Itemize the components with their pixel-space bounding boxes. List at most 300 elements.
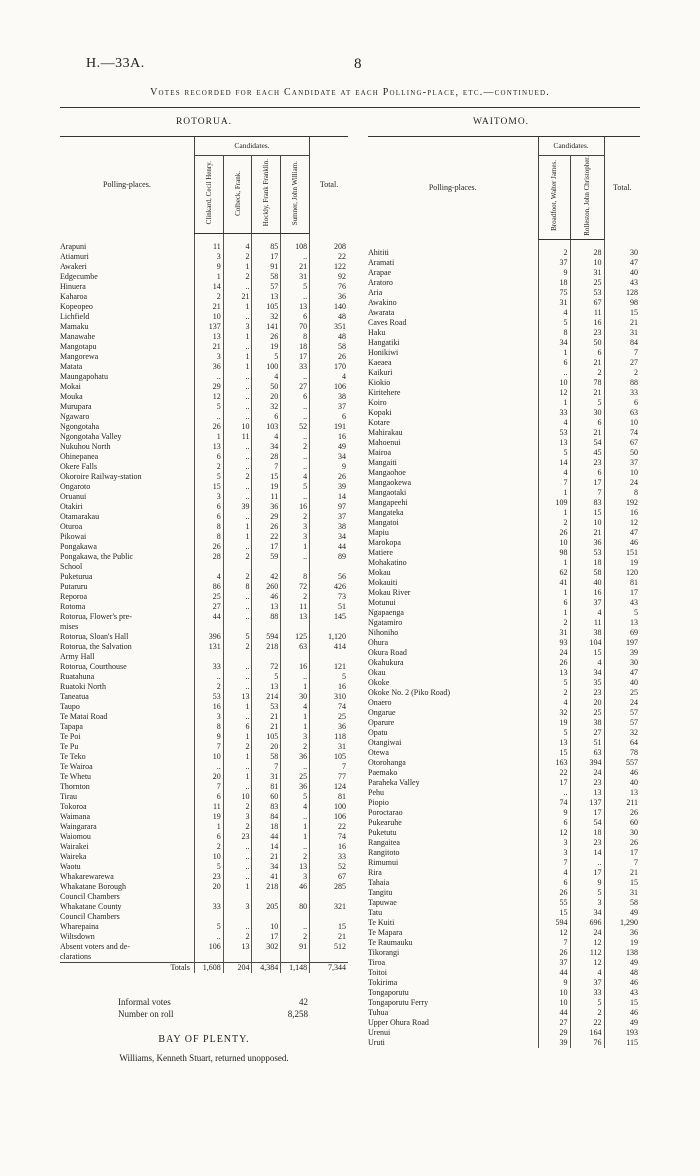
table-row [368, 318, 640, 328]
votes-cell: 108 [281, 242, 310, 252]
total-cell: 138 [604, 948, 640, 958]
votes-cell: 11 [281, 602, 310, 612]
votes-cell: 104 [570, 638, 604, 648]
votes-cell: 3 [223, 812, 252, 822]
votes-cell: .. [223, 412, 252, 422]
polling-place-name: Mangaokewa [368, 477, 412, 487]
votes-cell: 2 [281, 592, 310, 602]
votes-cell: 3 [281, 732, 310, 742]
votes-cell: .. [223, 312, 252, 322]
votes-cell: 1 [538, 508, 570, 518]
votes-cell: 10 [538, 998, 570, 1008]
polling-place-name: Okoke No. 2 (Piko Road) [368, 687, 450, 697]
table-row [368, 1018, 640, 1028]
votes-cell: 2 [223, 272, 252, 282]
votes-cell: 3 [194, 252, 223, 262]
votes-cell: 11 [252, 492, 281, 502]
polling-place-name: Piopio [368, 797, 389, 807]
polling-place-name: Kaikuri [368, 367, 393, 377]
votes-cell: .. [194, 762, 223, 772]
table-row [368, 478, 640, 488]
votes-cell [281, 622, 310, 632]
votes-cell [194, 952, 223, 963]
table-row [60, 422, 348, 432]
table-row [368, 698, 640, 708]
total-cell: 115 [604, 1038, 640, 1048]
polling-place-name: Te Mapara [368, 927, 403, 937]
votes-cell: 218 [252, 642, 281, 652]
votes-cell: 205 [252, 902, 281, 912]
polling-place-name: Lichfield [60, 312, 90, 321]
votes-cell: 696 [570, 918, 604, 928]
votes-cell: .. [223, 542, 252, 552]
votes-cell: 1 [281, 832, 310, 842]
table-row [368, 258, 640, 268]
votes-cell: 4 [194, 572, 223, 582]
votes-cell: .. [281, 672, 310, 682]
polling-place-name: Thornton [60, 782, 90, 791]
polling-place-name: Okau [368, 667, 386, 677]
table-row [368, 348, 640, 358]
total-cell: 34 [310, 532, 348, 542]
table-row [368, 438, 640, 448]
total-cell: 2 [604, 368, 640, 378]
table-row [60, 542, 348, 552]
votes-cell: 52 [281, 422, 310, 432]
total-cell [310, 952, 348, 963]
table-row [60, 322, 348, 332]
votes-cell: 2 [194, 292, 223, 302]
polling-place-name: Rotoma [60, 602, 86, 611]
votes-cell: .. [194, 672, 223, 682]
table-row [60, 582, 348, 592]
votes-cell: 30 [281, 692, 310, 702]
votes-cell: 53 [570, 548, 604, 558]
votes-cell: 54 [570, 438, 604, 448]
candidate-header: Hockly, Frank Franklin. [252, 156, 281, 234]
votes-cell: 91 [252, 262, 281, 272]
votes-cell: .. [223, 372, 252, 382]
polling-place-name: Ohinepanea [60, 452, 99, 461]
polling-place-name: Taupo [60, 702, 80, 711]
total-cell: 6 [310, 412, 348, 422]
votes-cell: 137 [194, 322, 223, 332]
polling-place-name: Wairakei [60, 842, 89, 851]
polling-place-name: Tiroa [368, 957, 386, 967]
votes-cell: 21 [281, 262, 310, 272]
total-cell: 557 [604, 758, 640, 768]
votes-cell: 32 [252, 402, 281, 412]
total-cell: 106 [310, 382, 348, 392]
votes-cell: 141 [252, 322, 281, 332]
total-cell: 31 [604, 888, 640, 898]
votes-cell: 4 [252, 372, 281, 382]
total-cell: 46 [604, 978, 640, 988]
votes-cell: 8 [194, 522, 223, 532]
total-cell: 51 [310, 602, 348, 612]
total-cell: 16 [604, 508, 640, 518]
votes-cell: 8 [281, 332, 310, 342]
votes-cell: 25 [570, 278, 604, 288]
votes-cell: 15 [252, 472, 281, 482]
table-row [368, 648, 640, 658]
votes-cell: 13 [281, 612, 310, 622]
table-row [368, 798, 640, 808]
total-cell [310, 892, 348, 902]
total-cell: 321 [310, 902, 348, 912]
total-cell: 140 [310, 302, 348, 312]
votes-cell: .. [570, 858, 604, 868]
totals-cell: 1,608 [194, 963, 223, 974]
rotorua-table-body [60, 234, 348, 974]
polling-place-name: Mamaku [60, 322, 89, 331]
total-cell: 15 [310, 922, 348, 932]
votes-cell: 44 [252, 832, 281, 842]
votes-cell: 7 [252, 462, 281, 472]
votes-cell: 5 [570, 998, 604, 1008]
polling-place-name: Rotorua, Courthouse [60, 662, 127, 671]
polling-place-name: Otamarakau [60, 512, 100, 521]
total-header: Total. [604, 137, 640, 240]
table-row [60, 402, 348, 412]
votes-cell: 10 [538, 378, 570, 388]
table-row [368, 598, 640, 608]
total-cell: 49 [604, 1018, 640, 1028]
votes-cell: 16 [281, 502, 310, 512]
votes-cell: .. [194, 372, 223, 382]
total-cell: 67 [604, 438, 640, 448]
table-row [368, 938, 640, 948]
votes-cell: 18 [570, 558, 604, 568]
polling-place-name: Whakatane County [60, 902, 122, 911]
table-row [368, 588, 640, 598]
table-row [60, 372, 348, 382]
votes-cell: 1 [281, 722, 310, 732]
total-cell: 197 [604, 638, 640, 648]
votes-cell: 2 [281, 932, 310, 942]
total-cell: 30 [604, 828, 640, 838]
total-cell: 22 [310, 252, 348, 262]
total-cell: 15 [604, 878, 640, 888]
table-row [368, 868, 640, 878]
votes-cell: 2 [223, 252, 252, 262]
polling-place-name: Oruanui [60, 492, 87, 501]
table-row [368, 448, 640, 458]
votes-cell: 26 [252, 522, 281, 532]
votes-cell: 131 [194, 642, 223, 652]
votes-cell: 214 [252, 692, 281, 702]
total-cell: 36 [604, 928, 640, 938]
candidate-header: Broadfoot, Walter James. [538, 156, 570, 240]
table-row [60, 692, 348, 702]
table-row [368, 508, 640, 518]
votes-cell: 67 [570, 298, 604, 308]
region-title-bay-of-plenty: BAY OF PLENTY. [158, 1034, 250, 1045]
total-cell: 78 [604, 748, 640, 758]
votes-cell: 27 [570, 728, 604, 738]
votes-cell [194, 892, 223, 902]
table-row [60, 932, 348, 942]
total-cell: 47 [604, 528, 640, 538]
total-cell: 47 [604, 258, 640, 268]
votes-cell: 1 [194, 272, 223, 282]
votes-cell: 17 [570, 868, 604, 878]
votes-cell: .. [281, 492, 310, 502]
table-row [368, 908, 640, 918]
votes-cell: 15 [570, 508, 604, 518]
votes-cell: .. [223, 612, 252, 622]
polling-place-name: Kopeopeo [60, 302, 93, 311]
votes-cell: 26 [538, 888, 570, 898]
table-row [60, 502, 348, 512]
polling-place-name: Mapiu [368, 527, 389, 537]
waitomo-table-body [368, 239, 640, 1048]
table-row [368, 778, 640, 788]
votes-cell: 1 [281, 822, 310, 832]
total-cell: 44 [310, 542, 348, 552]
polling-place-name: Pongakawa [60, 542, 97, 551]
polling-place-name: Mangaohoe [368, 467, 406, 477]
votes-cell: 12 [538, 388, 570, 398]
votes-cell: 12 [538, 928, 570, 938]
polling-place-name: Okura Road [368, 647, 407, 657]
region-title-waitomo: WAITOMO. [472, 117, 530, 127]
votes-cell: 109 [538, 498, 570, 508]
table-row [60, 822, 348, 832]
votes-cell: .. [194, 412, 223, 422]
votes-cell: 6 [570, 468, 604, 478]
votes-cell: 4 [538, 308, 570, 318]
votes-cell: .. [281, 372, 310, 382]
votes-cell [252, 912, 281, 922]
table-row [368, 928, 640, 938]
votes-cell: 23 [570, 458, 604, 468]
table-row [60, 952, 348, 963]
table-row [368, 768, 640, 778]
votes-cell: 18 [538, 278, 570, 288]
votes-cell: 16 [570, 318, 604, 328]
table-row [60, 592, 348, 602]
votes-cell: 4 [538, 418, 570, 428]
polling-place-name: Ohura [368, 637, 388, 647]
votes-cell: 25 [281, 772, 310, 782]
total-cell: 151 [604, 548, 640, 558]
table-row [368, 468, 640, 478]
total-cell: 48 [310, 312, 348, 322]
polling-place-name: Mangorewa [60, 352, 99, 361]
votes-cell: 2 [194, 842, 223, 852]
table-row [368, 458, 640, 468]
votes-cell: 10 [194, 852, 223, 862]
votes-cell [194, 562, 223, 572]
votes-cell [252, 622, 281, 632]
votes-cell: 21 [252, 722, 281, 732]
votes-cell: .. [223, 492, 252, 502]
total-cell: 37 [604, 458, 640, 468]
polling-place-name: Ongaroto [60, 482, 91, 491]
polling-place-name: Putaruru [60, 582, 88, 591]
votes-cell: 51 [570, 738, 604, 748]
table-row [60, 572, 348, 582]
polling-place-name: Aria [368, 287, 383, 297]
table-row [60, 252, 348, 262]
table-row [60, 442, 348, 452]
votes-cell: 41 [538, 578, 570, 588]
votes-cell [252, 892, 281, 902]
table-row [368, 418, 640, 428]
informal-votes-label: Informal votes [118, 997, 171, 1007]
votes-cell: 50 [252, 382, 281, 392]
total-cell: 31 [604, 328, 640, 338]
votes-cell: 17 [570, 808, 604, 818]
total-cell: 8 [604, 488, 640, 498]
table-row [368, 758, 640, 768]
votes-cell: 5 [281, 482, 310, 492]
bay-of-plenty-note: Williams, Kenneth Stuart, returned unopposed. [119, 1053, 289, 1063]
votes-cell: 7 [570, 488, 604, 498]
table-row [368, 558, 640, 568]
votes-cell: 10 [223, 422, 252, 432]
table-row [368, 888, 640, 898]
votes-cell: 20 [194, 882, 223, 892]
votes-cell: 1 [223, 532, 252, 542]
votes-cell: 26 [252, 332, 281, 342]
table-row [368, 428, 640, 438]
votes-cell: 36 [281, 782, 310, 792]
total-cell: 122 [310, 262, 348, 272]
votes-cell: 15 [538, 908, 570, 918]
rotorua-summary [118, 997, 348, 1021]
total-cell: 7 [604, 858, 640, 868]
votes-cell: .. [223, 282, 252, 292]
table-row [60, 672, 348, 682]
total-cell: 128 [604, 288, 640, 298]
table-row [60, 782, 348, 792]
polling-place-name: Urenui [368, 1027, 391, 1037]
polling-place-name: Pehu [368, 787, 384, 797]
votes-cell [223, 562, 252, 572]
total-cell: 74 [310, 832, 348, 842]
polling-place-name: Poroctarao [368, 807, 403, 817]
table-row [368, 568, 640, 578]
votes-cell: .. [223, 782, 252, 792]
votes-cell: 4 [252, 432, 281, 442]
votes-cell: 35 [570, 678, 604, 688]
votes-cell: 1 [538, 398, 570, 408]
table-row [368, 358, 640, 368]
votes-cell: 21 [194, 302, 223, 312]
polling-place-name: Mahirakau [368, 427, 403, 437]
votes-cell: 20 [252, 742, 281, 752]
votes-cell: 17 [281, 352, 310, 362]
page-number: 8 [354, 56, 362, 72]
votes-cell: 137 [570, 798, 604, 808]
votes-cell: 22 [570, 1018, 604, 1028]
table-row [368, 1028, 640, 1038]
votes-cell: 6 [194, 832, 223, 842]
votes-cell: .. [223, 592, 252, 602]
table-row [368, 918, 640, 928]
votes-cell: 2 [281, 512, 310, 522]
votes-cell: 28 [570, 248, 604, 258]
total-cell: 10 [604, 468, 640, 478]
total-cell: 21 [604, 868, 640, 878]
votes-cell: 28 [252, 452, 281, 462]
votes-cell: 21 [570, 388, 604, 398]
votes-cell: .. [281, 252, 310, 262]
table-row [368, 808, 640, 818]
votes-cell: 38 [570, 718, 604, 728]
total-cell: 97 [310, 502, 348, 512]
total-cell: 43 [604, 278, 640, 288]
table-row [368, 678, 640, 688]
polling-place-name: Tirau [60, 792, 78, 801]
table-row [60, 832, 348, 842]
votes-cell: 3 [538, 838, 570, 848]
votes-cell: 8 [538, 328, 570, 338]
total-cell: 13 [604, 788, 640, 798]
votes-cell: 27 [194, 602, 223, 612]
totals-cell: 204 [223, 963, 252, 974]
votes-cell: 2 [538, 618, 570, 628]
polling-place-name: Kaharoa [60, 292, 88, 301]
votes-cell: 15 [194, 482, 223, 492]
polling-place-name: Okoroire Railway-station [60, 472, 142, 481]
total-cell: 98 [604, 298, 640, 308]
votes-cell: 93 [538, 638, 570, 648]
votes-cell: 14 [570, 848, 604, 858]
votes-cell: 13 [223, 942, 252, 952]
polling-place-name: Waotu [60, 862, 81, 871]
table-row [60, 902, 348, 912]
table-row [368, 378, 640, 388]
candidate-header: Clinkard, Cecil Henry. [194, 156, 223, 234]
votes-cell: 53 [194, 692, 223, 702]
total-cell: 48 [310, 332, 348, 342]
table-row [368, 818, 640, 828]
polling-place-name: Council Chambers [60, 892, 120, 901]
polling-place-name: Ngongotaha [60, 422, 100, 431]
total-cell: 170 [310, 362, 348, 372]
polling-place-name: Atiamuri [60, 252, 89, 261]
votes-cell: 14 [538, 458, 570, 468]
total-cell: 43 [604, 988, 640, 998]
table-row [368, 838, 640, 848]
votes-cell: 4 [570, 658, 604, 668]
polling-place-name: Marokopa [368, 537, 401, 547]
polling-place-name: Ruatahuna [60, 672, 95, 681]
votes-cell: 76 [570, 1038, 604, 1048]
table-row [368, 858, 640, 868]
votes-cell: .. [223, 842, 252, 852]
votes-cell: 14 [252, 842, 281, 852]
table-row [60, 242, 348, 252]
votes-cell: 29 [252, 512, 281, 522]
votes-cell: 24 [570, 928, 604, 938]
polling-place-name: Caves Road [368, 317, 407, 327]
table-row [368, 548, 640, 558]
table-row [60, 812, 348, 822]
votes-cell [252, 562, 281, 572]
table-row [368, 248, 640, 258]
votes-cell [281, 652, 310, 662]
votes-cell: 5 [281, 282, 310, 292]
votes-cell: 4 [570, 608, 604, 618]
polling-place-name: Opatu [368, 727, 388, 737]
votes-cell: 3 [223, 322, 252, 332]
rotorua-results-table [60, 136, 348, 973]
total-cell: 25 [310, 712, 348, 722]
